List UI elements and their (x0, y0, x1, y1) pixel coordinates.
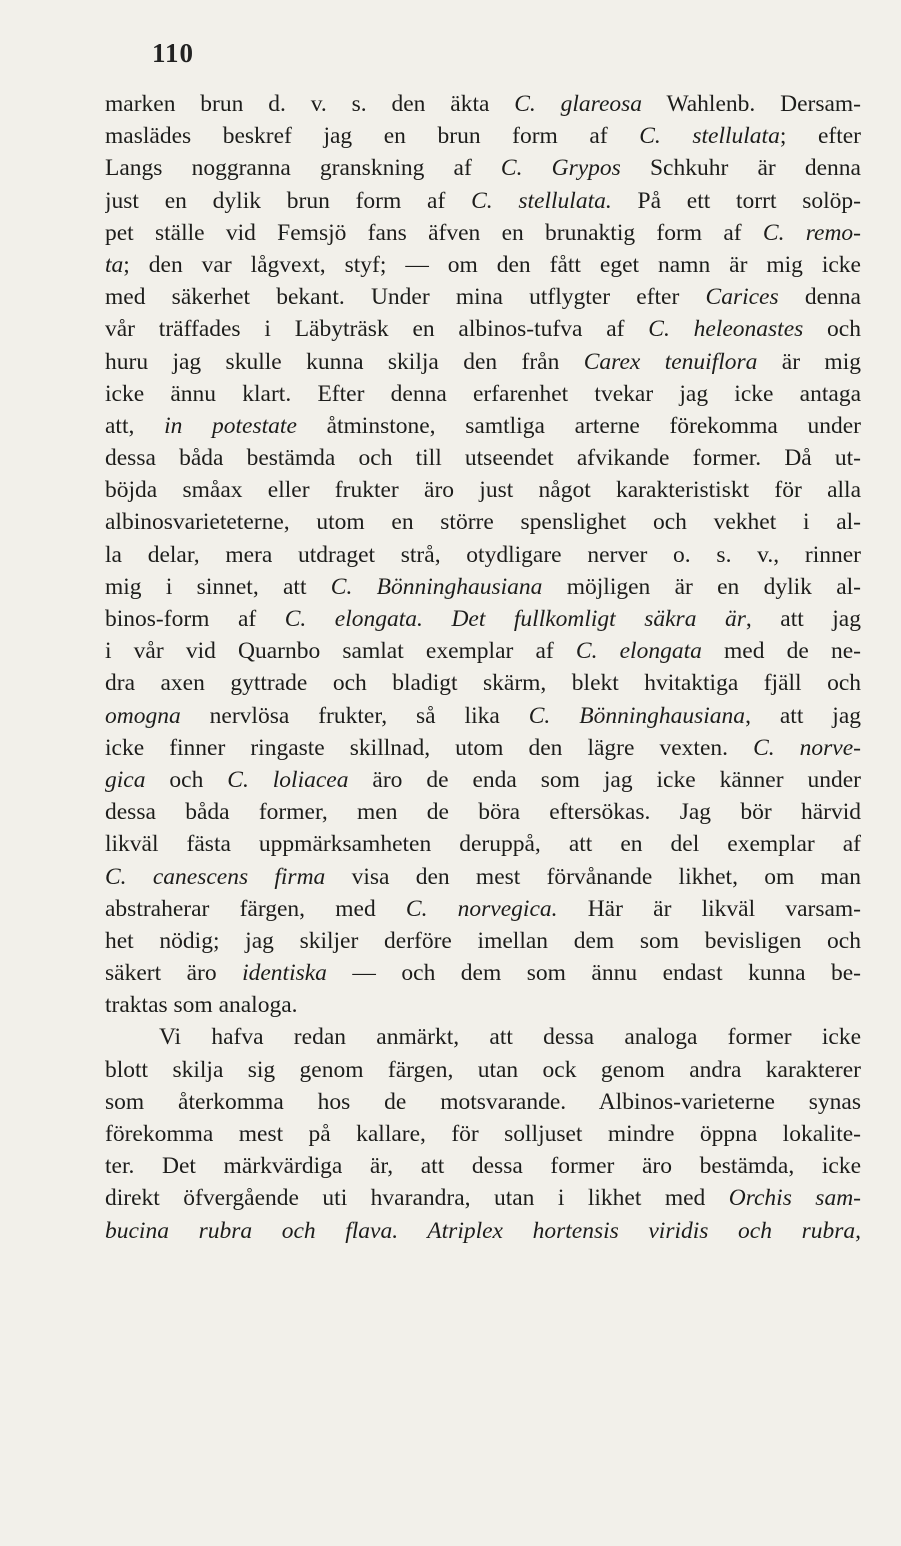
text-line: ter. Det märkvärdiga är, att dessa former äro bestämda, icke (105, 1153, 861, 1180)
text-line: bucina rubra och flava. Atriplex hortensis viridis och rubra, (105, 1217, 861, 1244)
text-line: säkert äro identiska — och dem som ännu endast kunna be- (105, 960, 861, 987)
text-line: la delar, mera utdraget strå, otydligare nerver o. s. v., rinner (105, 541, 861, 568)
text-line: dra axen gyttrade och bladigt skärm, blekt hvitaktiga fjäll och (105, 670, 861, 697)
text-line: icke finner ringaste skillnad, utom den lägre vexten. C. norve- (105, 734, 861, 761)
text-line: gica och C. loliacea äro de enda som jag icke känner under (105, 766, 861, 793)
text-line: omogna nervlösa frukter, så lika C. Bönninghausiana, att jag (105, 702, 861, 729)
paragraph (105, 1021, 861, 1246)
text-line: vår träffades i Läbyträsk en albinos-tufva af C. heleonastes och (105, 316, 861, 343)
text-line: pet ställe vid Femsjö fans äfven en brunaktig form af C. remo- (105, 219, 861, 246)
text-line: het nödig; jag skiljer derföre imellan dem som bevisligen och (105, 927, 861, 954)
text-line: albinosvarieteterne, utom en större spenslighet och vekhet i al- (105, 509, 861, 536)
text-line: just en dylik brun form af C. stellulata. På ett torrt solöp- (105, 187, 861, 214)
text-line: att, in potestate åtminstone, samtliga arterne förekomma under (105, 412, 861, 439)
text-line: direkt öfvergående uti hvarandra, utan i likhet med Orchis sam- (105, 1185, 861, 1212)
text-line: binos-form af C. elongata. Det fullkomligt säkra är, att jag (105, 606, 861, 632)
text-line: likväl fästa uppmärksamheten deruppå, att en del exemplar af (105, 831, 861, 858)
text-line: mig i sinnet, att C. Bönninghausiana möjligen är en dylik al- (105, 573, 861, 600)
text-line: med säkerhet bekant. Under mina utflygter efter Carices denna (105, 284, 861, 311)
text-line: som återkomma hos de motsvarande. Albinos-varieterne synas (105, 1088, 861, 1115)
text-line: dessa båda bestämda och till utseendet afvikande former. Då ut- (105, 445, 861, 472)
text-line: Langs noggranna granskning af C. Grypos Schkuhr är denna (105, 155, 861, 182)
text-line: böjda småax eller frukter äro just något karakteristiskt för alla (105, 477, 861, 504)
text-line: ta; den var lågvext, styf; — om den fått eget namn är mig icke (105, 251, 861, 278)
text-line: abstraherar färgen, med C. norvegica. Här är likväl varsam- (105, 895, 861, 922)
page-number: 110 (152, 38, 195, 68)
text-line: C. canescens firma visa den mest förvånande likhet, om man (105, 863, 861, 890)
text-line: huru jag skulle kunna skilja den från Carex tenuiflora är mig (105, 348, 861, 375)
text-line: dessa båda former, men de böra eftersökas. Jag bör härvid (105, 799, 861, 826)
text-line: icke ännu klart. Efter denna erfarenhet tvekar jag icke antaga (105, 380, 861, 407)
paragraph (105, 88, 861, 1021)
text-line: traktas som analoga. (105, 992, 298, 1019)
text-line: marken brun d. v. s. den äkta C. glareosa Wahlenb. Dersam- (105, 91, 861, 117)
text-line: i vår vid Quarnbo samlat exemplar af C. elongata med de ne- (105, 638, 861, 665)
text-line: maslädes beskref jag en brun form af C. stellulata; efter (105, 123, 861, 150)
text-line: förekomma mest på kallare, för solljuset mindre öppna lokalite- (105, 1121, 861, 1147)
text-line: Vi hafva redan anmärkt, att dessa analoga former icke (159, 1024, 861, 1051)
body-text (105, 88, 861, 1247)
text-line: blott skilja sig genom färgen, utan ock genom andra karakterer (105, 1056, 861, 1083)
